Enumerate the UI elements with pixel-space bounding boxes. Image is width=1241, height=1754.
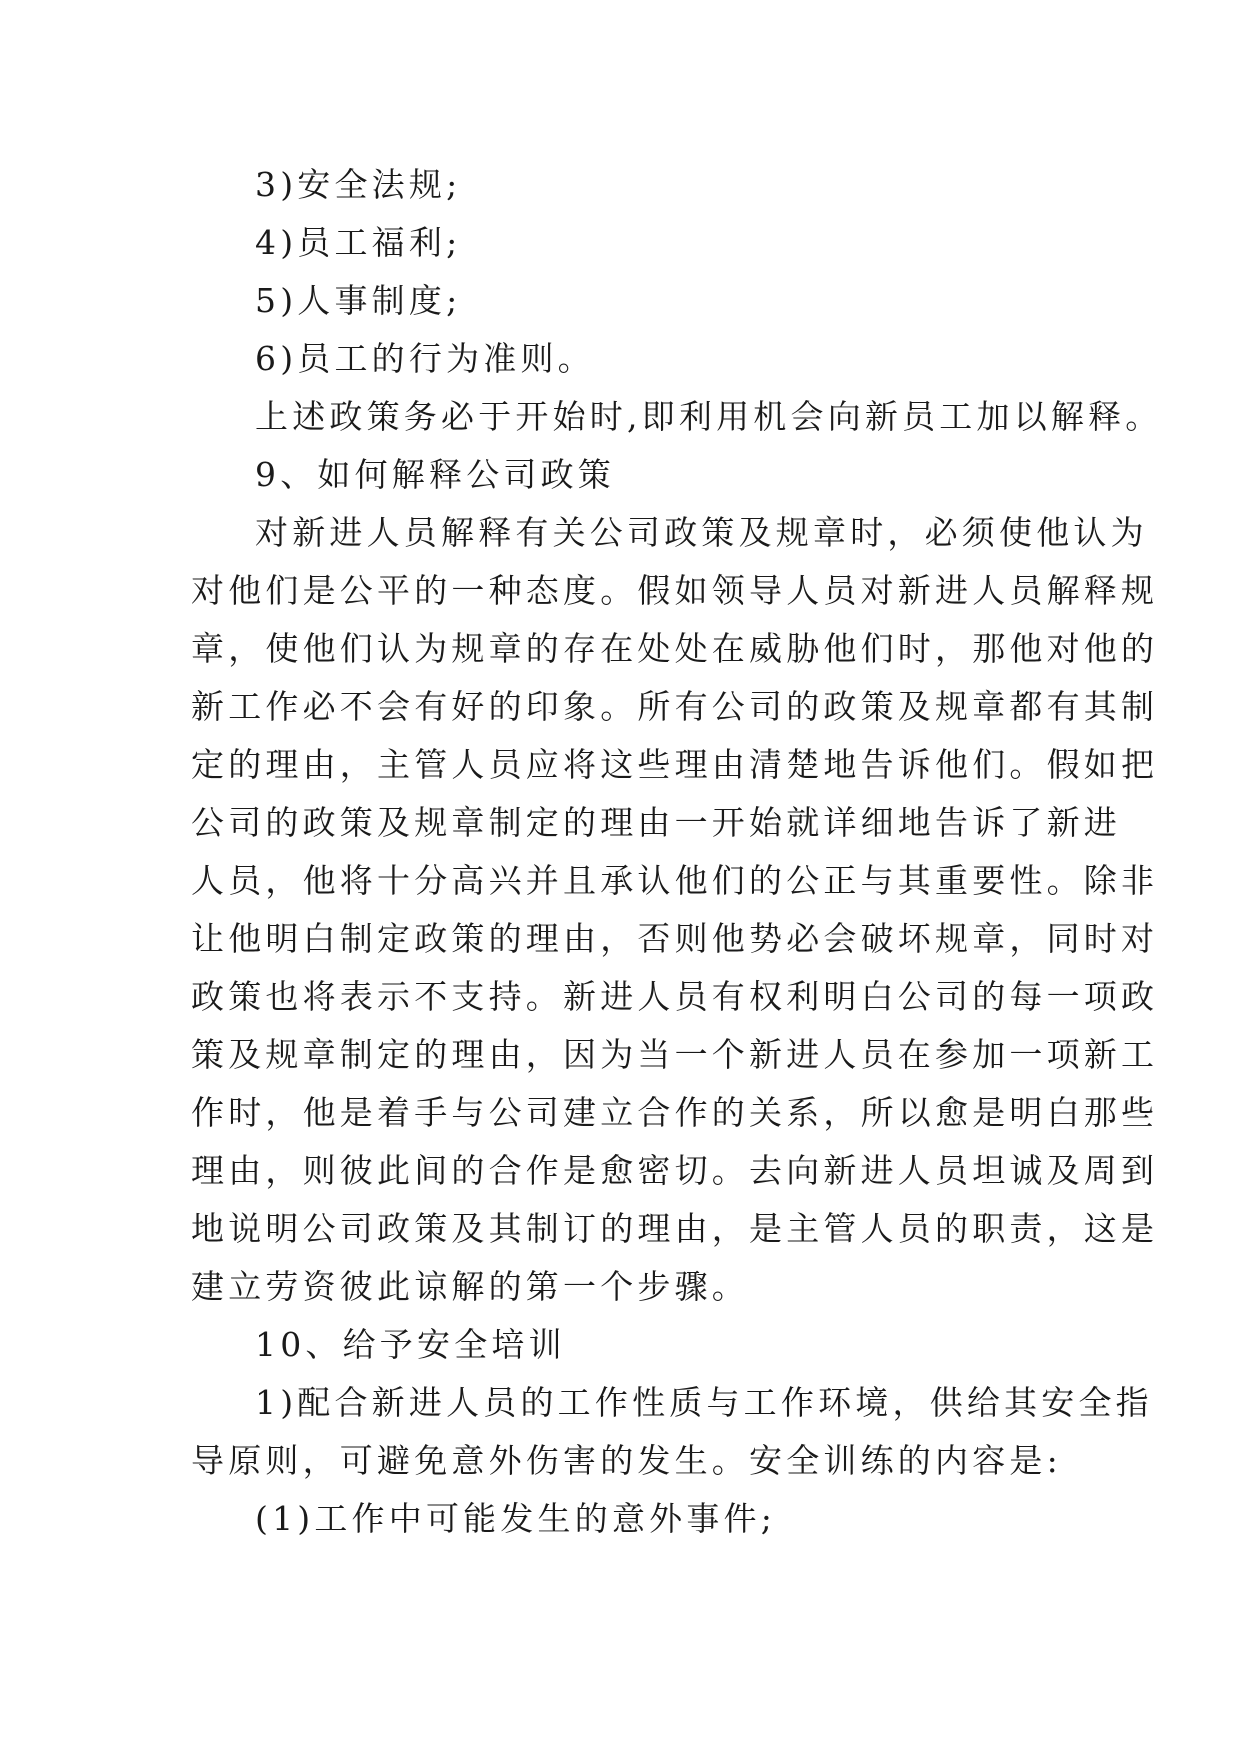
paragraph-line: 作时，他是着手与公司建立合作的关系，所以愈是明白那些: [191, 1093, 1159, 1132]
paragraph-line: 定的理由，主管人员应将这些理由清楚地告诉他们。假如把: [191, 745, 1159, 784]
list-item: 6)员工的行为准则。: [255, 339, 595, 378]
list-item: 3)安全法规;: [255, 165, 462, 204]
paragraph-line: 政策也将表示不支持。新进人员有权利明白公司的每一项政: [191, 977, 1159, 1016]
paragraph-line: 公司的政策及规章制定的理由一开始就详细地告诉了新进: [191, 803, 1121, 842]
paragraph-line: 上述政策务必于开始时,即利用机会向新员工加以解释。: [255, 397, 1163, 436]
paragraph-line: 导原则，可避免意外伤害的发生。安全训练的内容是:: [191, 1441, 1062, 1480]
paragraph-line: 建立劳资彼此谅解的第一个步骤。: [191, 1267, 749, 1306]
list-item: 5)人事制度;: [255, 281, 462, 320]
list-item: 4)员工福利;: [255, 223, 462, 262]
section-heading: 9、如何解释公司政策: [255, 455, 615, 494]
paragraph-line: 新工作必不会有好的印象。所有公司的政策及规章都有其制: [191, 687, 1159, 726]
paragraph-line: 让他明白制定政策的理由，否则他势必会破坏规章，同时对: [191, 919, 1159, 958]
paragraph-line: 章，使他们认为规章的存在处处在威胁他们时，那他对他的: [191, 629, 1159, 668]
paragraph-line: 1)配合新进人员的工作性质与工作环境，供给其安全指: [255, 1383, 1153, 1422]
paragraph-line: 地说明公司政策及其制订的理由，是主管人员的职责，这是: [191, 1209, 1159, 1248]
paragraph-line: 理由，则彼此间的合作是愈密切。去向新进人员坦诚及周到: [191, 1151, 1159, 1190]
paragraph-line: 对新进人员解释有关公司政策及规章时，必须使他认为: [255, 513, 1148, 552]
section-heading: 10、给予安全培训: [255, 1325, 566, 1364]
paragraph-line: 人员，他将十分高兴并且承认他们的公正与其重要性。除非: [191, 861, 1159, 900]
document-body: [191, 156, 1163, 1548]
paragraph-line: 对他们是公平的一种态度。假如领导人员对新进人员解释规: [191, 571, 1159, 610]
list-item: (1)工作中可能发生的意外事件;: [255, 1499, 777, 1538]
paragraph-line: 策及规章制定的理由，因为当一个新进人员在参加一项新工: [191, 1035, 1159, 1074]
